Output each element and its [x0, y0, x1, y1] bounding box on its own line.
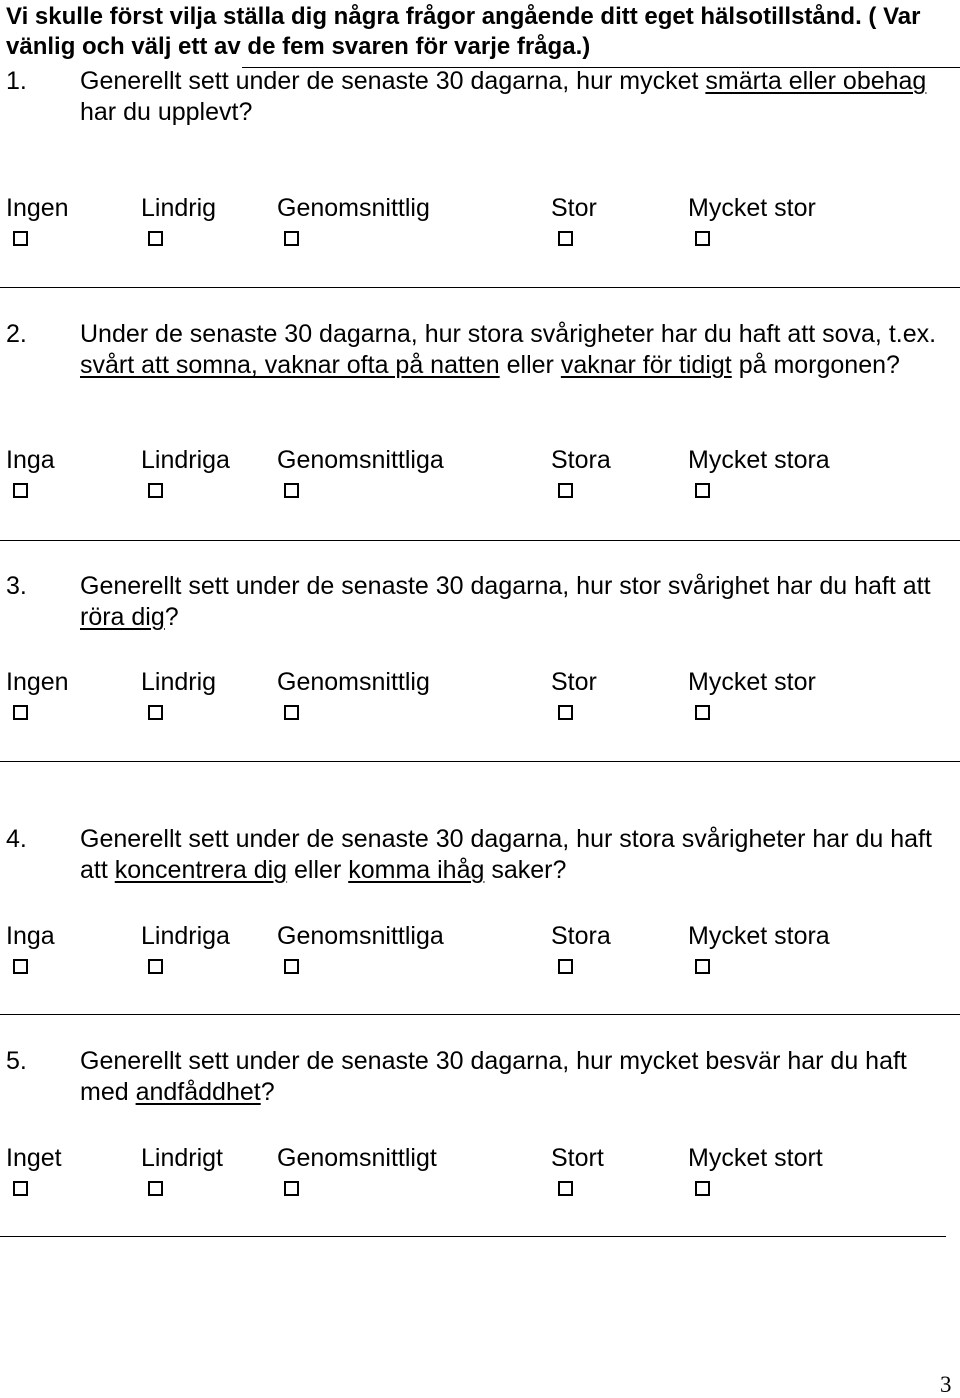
option-label: Lindriga	[141, 922, 230, 950]
checkbox[interactable]	[284, 1181, 299, 1196]
checkbox[interactable]	[148, 231, 163, 246]
checkbox[interactable]	[13, 705, 28, 720]
checkbox[interactable]	[148, 959, 163, 974]
option-label: Lindrig	[141, 668, 217, 696]
option-label: Mycket stort	[688, 1144, 823, 1172]
answer-option[interactable]	[6, 193, 69, 246]
question-text-part: Generellt sett under de senaste 30 dagarna, hur stora svårigheter har du haft att	[80, 825, 932, 884]
answer-option[interactable]	[688, 445, 830, 498]
question-text	[80, 1046, 950, 1108]
checkbox[interactable]	[558, 231, 573, 246]
question-number: 5.	[6, 1047, 27, 1075]
checkbox[interactable]	[284, 231, 299, 246]
answer-option[interactable]	[141, 445, 230, 498]
question-text-part: Generellt sett under de senaste 30 dagarna, hur mycket besvär har du haft med	[80, 1047, 907, 1106]
underlined-phrase: smärta eller obehag	[705, 67, 927, 95]
divider	[0, 287, 960, 288]
question-text-part: ?	[164, 603, 179, 631]
checkbox[interactable]	[284, 959, 299, 974]
checkbox[interactable]	[695, 483, 710, 498]
answer-option[interactable]	[277, 1143, 437, 1196]
checkbox[interactable]	[13, 483, 28, 498]
checkbox[interactable]	[558, 483, 573, 498]
checkbox[interactable]	[558, 959, 573, 974]
question-text-part: på morgonen?	[731, 351, 900, 379]
checkbox[interactable]	[148, 483, 163, 498]
question-text-part: ?	[260, 1078, 275, 1106]
answer-option[interactable]	[551, 921, 611, 974]
divider	[0, 1236, 946, 1237]
answer-option[interactable]	[277, 193, 430, 246]
answer-option[interactable]	[6, 1143, 62, 1196]
option-label: Lindrig	[141, 194, 217, 222]
option-label: Mycket stora	[688, 922, 830, 950]
option-label: Genomsnittligt	[277, 1144, 437, 1172]
answer-option[interactable]	[551, 1143, 604, 1196]
option-label: Mycket stor	[688, 194, 816, 222]
question-text	[80, 319, 950, 381]
question-number: 4.	[6, 825, 27, 853]
question-text	[80, 571, 950, 633]
option-label: Inget	[6, 1144, 62, 1172]
answer-option[interactable]	[688, 193, 816, 246]
checkbox[interactable]	[13, 1181, 28, 1196]
checkbox[interactable]	[695, 1181, 710, 1196]
answer-option[interactable]	[551, 667, 597, 720]
checkbox[interactable]	[284, 483, 299, 498]
checkbox[interactable]	[13, 959, 28, 974]
question-text-part: saker?	[484, 856, 567, 884]
checkbox[interactable]	[695, 705, 710, 720]
option-label: Inga	[6, 446, 55, 474]
checkbox[interactable]	[695, 231, 710, 246]
question-text-part: Generellt sett under de senaste 30 dagarna, hur mycket	[80, 67, 706, 95]
answer-option[interactable]	[551, 193, 597, 246]
answer-options	[0, 921, 960, 981]
underlined-phrase: andfåddhet	[135, 1078, 261, 1106]
answer-option[interactable]	[277, 921, 444, 974]
question-number: 2.	[6, 320, 27, 348]
question-text-part: Under de senaste 30 dagarna, hur stora svårigheter har du haft att sova, t.ex.	[80, 320, 937, 348]
option-label: Inga	[6, 922, 55, 950]
option-label: Mycket stora	[688, 446, 830, 474]
option-label: Lindrigt	[141, 1144, 223, 1172]
option-label: Stora	[551, 922, 611, 950]
underlined-phrase: svårt att somna, vaknar ofta på natten	[80, 351, 500, 379]
checkbox[interactable]	[13, 231, 28, 246]
question-text-part: eller	[287, 856, 349, 884]
answer-options	[0, 193, 960, 253]
question-4	[0, 824, 950, 886]
question-2	[0, 319, 950, 381]
option-label: Mycket stor	[688, 668, 816, 696]
divider	[0, 1014, 960, 1015]
option-label: Genomsnittliga	[277, 446, 444, 474]
answer-option[interactable]	[688, 921, 830, 974]
question-number: 1.	[6, 67, 27, 95]
option-label: Ingen	[6, 668, 69, 696]
answer-options	[0, 1143, 960, 1203]
answer-option[interactable]	[551, 445, 611, 498]
checkbox[interactable]	[284, 705, 299, 720]
checkbox[interactable]	[558, 705, 573, 720]
option-label: Genomsnittlig	[277, 668, 430, 696]
page-number: 3	[940, 1372, 952, 1397]
divider	[0, 540, 960, 541]
option-label: Lindriga	[141, 446, 230, 474]
checkbox[interactable]	[148, 1181, 163, 1196]
checkbox[interactable]	[695, 959, 710, 974]
question-text-part: Generellt sett under de senaste 30 dagarna, hur stor svårighet har du haft att	[80, 572, 931, 600]
option-label: Ingen	[6, 194, 69, 222]
underlined-phrase: koncentrera dig	[114, 856, 288, 884]
answer-option[interactable]	[6, 921, 55, 974]
answer-option[interactable]	[277, 445, 444, 498]
answer-option[interactable]	[688, 1143, 823, 1196]
underlined-phrase: röra dig	[80, 603, 165, 631]
answer-option[interactable]	[141, 1143, 223, 1196]
option-label: Stor	[551, 194, 597, 222]
answer-option[interactable]	[141, 667, 216, 720]
question-text	[80, 66, 950, 128]
checkbox[interactable]	[558, 1181, 573, 1196]
question-3	[0, 571, 950, 633]
underlined-phrase: komma ihåg	[348, 856, 485, 884]
answer-option[interactable]	[141, 193, 216, 246]
question-1	[0, 66, 950, 128]
question-text	[80, 824, 950, 886]
question-number: 3.	[6, 572, 27, 600]
answer-option[interactable]	[6, 667, 69, 720]
underlined-phrase: vaknar för tidigt	[560, 351, 732, 379]
answer-option[interactable]	[6, 445, 55, 498]
answer-option[interactable]	[277, 667, 430, 720]
divider	[0, 761, 960, 762]
question-5	[0, 1046, 950, 1108]
question-text-part: har du upplevt?	[80, 98, 253, 126]
answer-options	[0, 445, 960, 505]
option-label: Stort	[551, 1144, 604, 1172]
option-label: Stor	[551, 668, 597, 696]
option-label: Genomsnittlig	[277, 194, 430, 222]
option-label: Stora	[551, 446, 611, 474]
intro-text: Vi skulle först vilja ställa dig några frågor angående ditt eget hälsotillstånd. ( Var vänlig och välj ett av de fem svaren för varje fråga.)	[6, 3, 921, 60]
answer-options	[0, 667, 960, 727]
checkbox[interactable]	[148, 705, 163, 720]
question-text-part: eller	[499, 351, 561, 379]
answer-option[interactable]	[141, 921, 230, 974]
answer-option[interactable]	[688, 667, 816, 720]
option-label: Genomsnittliga	[277, 922, 444, 950]
